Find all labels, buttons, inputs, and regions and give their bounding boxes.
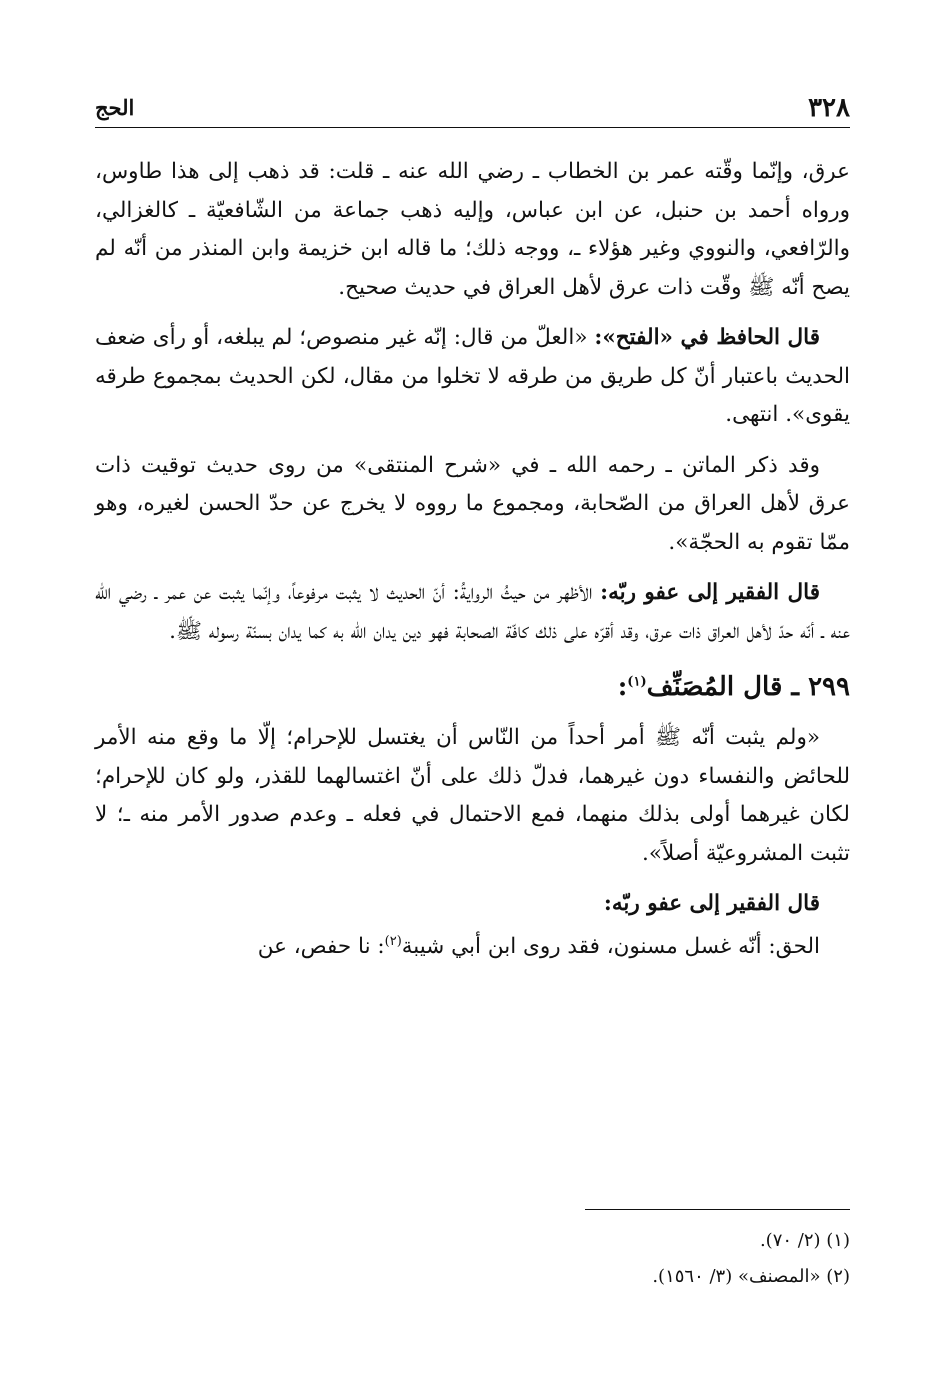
paragraph-6-lead: قال الفقير إلى عفو ربّه:	[603, 891, 820, 916]
footnote-rule	[585, 1209, 850, 1210]
paragraph-4-text: الأظهر من حيثُ الروايةُ: أنّ الحديث لا يثبت مرفوعاً، وإنّما يثبت عن عمر ـ رضي الله عنه ـ أنّه حدّ لأهل العراق ذات عرق، وقد أقرّه على ذلك كافّة الصحابة فهو دين يدان الله به كما يدان بسنّة رسوله ﷺ.	[95, 580, 850, 644]
section-heading	[95, 667, 850, 707]
footnote-2: (٢) «المصنف» (٣/ ١٥٦٠).	[652, 1266, 850, 1287]
paragraph-7-suffix: : نا حفص، عن	[257, 933, 385, 959]
paragraph-5: «ولم يثبت أنّه ﷺ أمر أحداً من النّاس أن يغتسل للإحرام؛ إلّا ما وقع منه الأمر للحائض والنفساء دون غيرهما، فدلّ ذلك على أنّ اغتسالهما للقذر، ولو كان للإحرام؛ لكان غيرهما أولى بذلك منهما، فمع الاحتمال في فعله ـ وعدم صدور الأمر منه ـ؛ لا تثبت المشروعيّة أصلاً».	[95, 725, 850, 866]
paragraph-2-lead: قال الحافظ في «الفتح»:	[594, 325, 820, 350]
page-number: ٣٢٨	[808, 93, 850, 123]
paragraph-7-text: الحق: أنّه غسل مسنون، فقد روى ابن أبي شيبة	[401, 933, 820, 959]
footnotes	[95, 1223, 850, 1295]
footnote-ref-1[interactable]: (١)	[627, 674, 647, 690]
footnote-1: (١) (٢/ ٧٠).	[759, 1230, 850, 1251]
main-text	[95, 153, 850, 978]
footnote-ref-2[interactable]: (٢)	[384, 933, 402, 949]
page-header	[95, 85, 850, 127]
section-heading-suffix: :	[617, 672, 628, 702]
header-rule	[95, 127, 850, 128]
paragraph-4-lead: قال الفقير إلى عفو ربّه:	[600, 580, 820, 605]
section-heading-text: ٢٩٩ ـ قال المُصَنِّف	[646, 672, 850, 702]
paragraph-4	[95, 574, 850, 651]
paragraph-7	[95, 928, 850, 967]
paragraph-2	[95, 319, 850, 435]
paragraph-3: وقد ذكر الماتن ـ رحمه الله ـ في «شرح المنتقى» من روى حديث توقيت ذات عرق لأهل العراق من الصّحابة، ومجموع ما رووه لا يخرج عن حدّ الحسن لغيره، وهو ممّا تقوم به الحجّة».	[95, 452, 850, 555]
paragraph-1: عرق، وإنّما وقّته عمر بن الخطاب ـ رضي الله عنه ـ قلت: قد ذهب إلى هذا طاوس، ورواه أحمد بن حنبل، عن ابن عباس، وإليه ذهب جماعة من الشّافعيّة ـ كالغزالي، والرّافعي، والنووي وغير هؤلاء ـ، ووجه ذلك؛ ما قاله ابن خزيمة وابن المنذر من أنّه لم يصح أنّه ﷺ وقّت ذات عرق لأهل العراق في حديث صحيح.	[95, 159, 850, 300]
book-page	[95, 85, 850, 1335]
paragraph-2-text: «العلّ من قال: إنّه غير منصوص؛ لم يبلغه، أو رأى ضعف الحديث باعتبار أنّ كل طريق من طرقه لا تخلوا من مقال، لكن الحديث بمجموع طرقه يقوى». انتهى.	[95, 325, 850, 427]
chapter-title: الحج	[95, 95, 135, 120]
